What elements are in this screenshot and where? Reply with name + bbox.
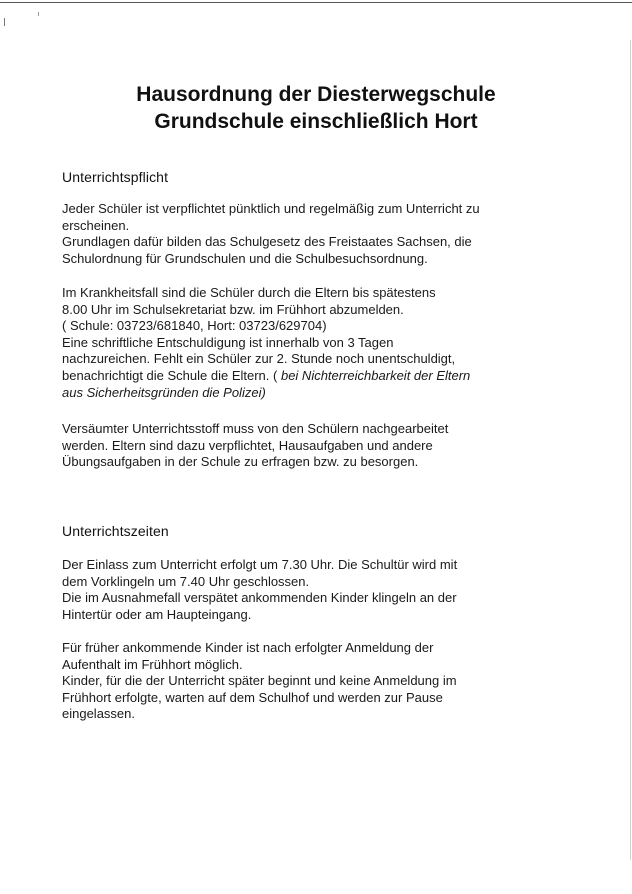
text-line: Hintertür oder am Haupteingang.	[62, 606, 252, 622]
scan-border-line	[0, 2, 632, 3]
section-heading-unterrichtspflicht: Unterrichtspflicht	[62, 169, 169, 185]
text-line: erscheinen.	[62, 217, 130, 233]
section-heading-unterrichtszeiten: Unterrichtszeiten	[62, 523, 169, 539]
document-title-line-2: Grundschule einschließlich Hort	[154, 110, 478, 133]
text-line: Der Einlass zum Unterricht erfolgt um 7.30 Uhr. Die Schultür wird mit	[62, 557, 458, 572]
contact-phone-line: ( Schule: 03723/681840, Hort: 03723/629704)	[62, 318, 327, 334]
italic-note-line: aus Sicherheitsgründen die Polizei)	[62, 384, 266, 400]
italic-note: bei Nichterreichbarkeit der Eltern	[280, 367, 471, 383]
text-line: Kinder, für die der Unterricht später beginnt und keine Anmeldung im	[62, 673, 457, 689]
text-line: eingelassen.	[62, 706, 135, 722]
scan-page-edge	[630, 40, 631, 860]
text-line: 8.00 Uhr im Schulsekretariat bzw. im Frühhort abzumelden.	[62, 301, 404, 317]
text-line: Jeder Schüler ist verpflichtet pünktlich und regelmäßig zum Unterricht zu	[62, 201, 480, 216]
text-line: werden. Eltern sind dazu verpflichtet, Hausaufgaben und andere	[62, 437, 433, 453]
document-title-line-1: Hausordnung der Diesterwegschule	[136, 83, 496, 106]
text-line: Schulordnung für Grundschulen und die Schulbesuchsordnung.	[62, 250, 428, 266]
text-segment: benachrichtigt die Schule die Eltern. (	[62, 367, 281, 383]
text-line: Frühhort erfolgte, warten auf dem Schulhof und werden zur Pause	[62, 689, 443, 705]
paragraph-unterrichtsstoff	[62, 421, 582, 471]
text-line: Übungsaufgaben in der Schule zu erfragen bzw. zu besorgen.	[62, 454, 419, 470]
paragraph-fruehhort	[62, 640, 582, 723]
scan-artifact-mark	[38, 12, 39, 16]
scan-artifact-mark	[4, 18, 5, 26]
paragraph-schulpflicht	[62, 201, 582, 267]
text-line: Versäumter Unterrichtsstoff muss von den Schülern nachgearbeitet	[62, 421, 449, 436]
paragraph-krankheitsfall	[62, 285, 582, 401]
text-line: Für früher ankommende Kinder ist nach erfolgter Anmeldung der	[62, 640, 434, 655]
text-line-mixed	[62, 368, 582, 385]
text-line: nachzureichen. Fehlt ein Schüler zur 2. Stunde noch unentschuldigt,	[62, 351, 456, 367]
paragraph-einlass	[62, 557, 582, 623]
text-line: Eine schriftliche Entschuldigung ist innerhalb von 3 Tagen	[62, 334, 394, 350]
text-line: Die im Ausnahmefall verspätet ankommenden Kinder klingeln an der	[62, 590, 457, 606]
text-line: Grundlagen dafür bilden das Schulgesetz des Freistaates Sachsen, die	[62, 234, 472, 250]
text-line: Im Krankheitsfall sind die Schüler durch die Eltern bis spätestens	[62, 285, 436, 300]
text-line: Aufenthalt im Frühhort möglich.	[62, 656, 243, 672]
text-line: dem Vorklingeln um 7.40 Uhr geschlossen.	[62, 573, 310, 589]
